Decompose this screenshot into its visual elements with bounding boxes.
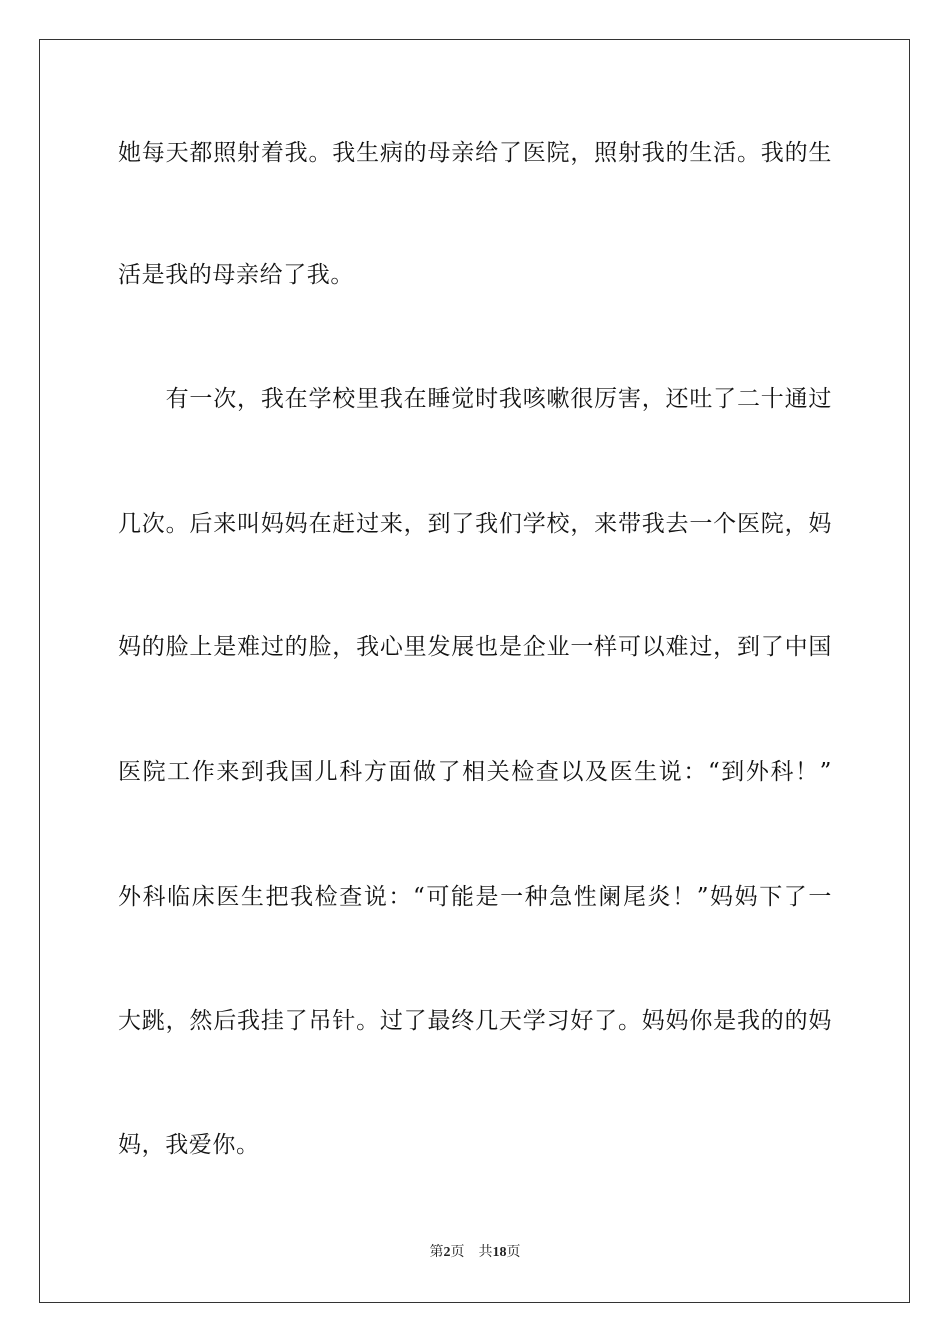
page-footer [0,1244,950,1262]
page-suffix: 页 [450,1245,465,1260]
page-prefix: 第 [429,1245,444,1260]
body-line-6: 医院工作来到我国儿科方面做了相关检查以及医生说：“到外科！” [118,759,832,785]
page-border [39,39,910,1303]
body-line-9: 妈，我爱你。 [118,1132,260,1158]
body-line-2: 活是我的母亲给了我。 [118,262,354,288]
total-pages: 18 [492,1245,507,1260]
body-line-1: 她每天都照射着我。我生病的母亲给了医院，照射我的生活。我的生 [118,140,832,166]
page-number: 2 [443,1245,451,1260]
body-line-8: 大跳，然后我挂了吊针。过了最终几天学习好了。妈妈你是我的的妈 [118,1008,832,1034]
body-line-5: 妈的脸上是难过的脸，我心里发展也是企业一样可以难过，到了中国 [118,634,832,660]
total-prefix: 共 [478,1245,493,1260]
body-line-3: 有一次，我在学校里我在睡觉时我咳嗽很厉害，还吐了二十通过 [118,386,832,412]
total-suffix: 页 [506,1245,521,1260]
body-line-7: 外科临床医生把我检查说：“可能是一种急性阑尾炎！”妈妈下了一 [118,884,832,910]
body-line-4: 几次。后来叫妈妈在赶过来，到了我们学校，来带我去一个医院，妈 [118,511,832,537]
